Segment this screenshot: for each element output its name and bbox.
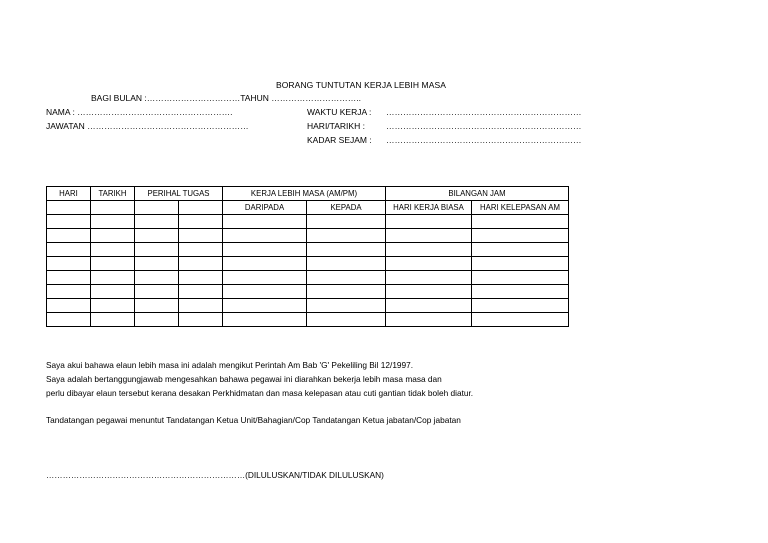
hourly-rate-value: …………………………………………………………… <box>386 135 582 145</box>
table-cell[interactable] <box>47 257 91 271</box>
table-cell[interactable] <box>91 299 135 313</box>
table-cell[interactable] <box>223 243 307 257</box>
table-cell[interactable] <box>386 229 472 243</box>
table-cell[interactable] <box>307 243 386 257</box>
table-cell[interactable] <box>179 313 223 327</box>
table-cell[interactable] <box>307 215 386 229</box>
header-kerja-lebih-masa: KERJA LEBIH MASA (AM/PM) <box>223 187 386 201</box>
table-cell[interactable] <box>179 229 223 243</box>
table-cell[interactable] <box>472 285 569 299</box>
form-title: BORANG TUNTUTAN KERJA LEBIH MASA <box>275 80 447 90</box>
table-row <box>47 257 569 271</box>
table-cell[interactable] <box>386 243 472 257</box>
table-cell[interactable] <box>307 229 386 243</box>
table-cell[interactable] <box>472 243 569 257</box>
table-cell[interactable] <box>179 257 223 271</box>
header-bilangan-jam: BILANGAN JAM <box>386 187 569 201</box>
table-header-row-1 <box>47 187 569 201</box>
table-cell[interactable] <box>307 271 386 285</box>
hourly-rate-label: KADAR SEJAM : <box>307 135 372 145</box>
table-cell[interactable] <box>386 271 472 285</box>
table-cell[interactable] <box>386 215 472 229</box>
table-cell[interactable] <box>135 313 179 327</box>
table-cell[interactable] <box>472 313 569 327</box>
table-cell[interactable] <box>472 215 569 229</box>
table-cell[interactable] <box>223 299 307 313</box>
table-body <box>47 215 569 327</box>
table-cell[interactable] <box>47 243 91 257</box>
table-cell[interactable] <box>135 299 179 313</box>
declaration-line-3: perlu dibayar elaun tersebut kerana desakan Perkhidmatan dan masa kelepasan atau cuti gantian tidak boleh diatur. <box>46 388 474 398</box>
declaration-line-2: Saya adalah bertanggungjawab mengesahkan bahawa pegawai ini diarahkan bekerja lebih masa masa dan <box>46 374 442 384</box>
table-cell[interactable] <box>135 271 179 285</box>
table-cell[interactable] <box>135 285 179 299</box>
table-cell[interactable] <box>223 229 307 243</box>
table-cell[interactable] <box>386 257 472 271</box>
table-cell[interactable] <box>472 229 569 243</box>
table-cell[interactable] <box>223 215 307 229</box>
table-cell[interactable] <box>307 257 386 271</box>
header-daripada: DARIPADA <box>223 201 307 215</box>
table-cell[interactable] <box>91 243 135 257</box>
table-cell[interactable] <box>47 285 91 299</box>
month-year-line: BAGI BULAN :……………………………TAHUN ………………………….. <box>91 93 361 103</box>
day-date-label: HARI/TARIKH : <box>307 121 365 131</box>
header-hari-kelepasan-am: HARI KELEPASAN AM <box>472 201 569 215</box>
approval-line: ………………………………………………………………(DILULUSKAN/TIDAK DILULUSKAN) <box>46 470 384 480</box>
table-cell[interactable] <box>223 271 307 285</box>
header-hari: HARI <box>47 187 91 201</box>
table-cell[interactable] <box>179 285 223 299</box>
position-line: JAWATAN ………………………………………………… <box>46 121 249 131</box>
header-perihal-tugas: PERIHAL TUGAS <box>135 187 223 201</box>
table-cell[interactable] <box>91 229 135 243</box>
table-cell[interactable] <box>179 299 223 313</box>
table-row <box>47 299 569 313</box>
table-row <box>47 313 569 327</box>
table-cell[interactable] <box>91 215 135 229</box>
table-cell[interactable] <box>307 285 386 299</box>
table-cell[interactable] <box>47 313 91 327</box>
table-cell[interactable] <box>91 313 135 327</box>
table-cell[interactable] <box>307 313 386 327</box>
table-cell[interactable] <box>135 257 179 271</box>
table-row <box>47 243 569 257</box>
name-line: NAMA : ………………………………………………. <box>46 107 233 117</box>
table-cell[interactable] <box>47 299 91 313</box>
table-cell[interactable] <box>179 271 223 285</box>
table-cell[interactable] <box>135 215 179 229</box>
overtime-table <box>46 186 569 327</box>
header-tarikh: TARIKH <box>91 187 135 201</box>
table-cell[interactable] <box>47 271 91 285</box>
header-kepada: KEPADA <box>307 201 386 215</box>
table-row <box>47 229 569 243</box>
table-header-row-2 <box>47 201 569 215</box>
work-time-label: WAKTU KERJA : <box>307 107 372 117</box>
table-cell[interactable] <box>223 285 307 299</box>
table-cell[interactable] <box>307 299 386 313</box>
work-time-value: …………………………………………………………… <box>386 107 582 117</box>
table-cell[interactable] <box>91 271 135 285</box>
table-cell[interactable] <box>386 285 472 299</box>
table-cell[interactable] <box>91 257 135 271</box>
declaration-line-1: Saya akui bahawa elaun lebih masa ini adalah mengikut Perintah Am Bab 'G' Pekeliling Bil 12/1997. <box>46 360 414 370</box>
table-cell[interactable] <box>472 299 569 313</box>
table-cell[interactable] <box>223 313 307 327</box>
table-cell[interactable] <box>386 313 472 327</box>
table-cell[interactable] <box>386 299 472 313</box>
table-cell[interactable] <box>91 285 135 299</box>
header-hari-kerja-biasa: HARI KERJA BIASA <box>386 201 472 215</box>
day-date-value: …………………………………………………………… <box>386 121 582 131</box>
table-cell[interactable] <box>179 243 223 257</box>
table-cell[interactable] <box>472 271 569 285</box>
table-cell[interactable] <box>135 229 179 243</box>
table-row <box>47 215 569 229</box>
table-cell[interactable] <box>47 229 91 243</box>
table-cell[interactable] <box>179 215 223 229</box>
table-cell[interactable] <box>47 215 91 229</box>
table-cell[interactable] <box>223 257 307 271</box>
table-cell[interactable] <box>472 257 569 271</box>
table-cell[interactable] <box>135 243 179 257</box>
table-row <box>47 285 569 299</box>
signature-labels: Tandatangan pegawai menuntut Tandatangan Ketua Unit/Bahagian/Cop Tandatangan Ketua jabatan/Cop jabatan <box>46 415 461 425</box>
table-row <box>47 271 569 285</box>
